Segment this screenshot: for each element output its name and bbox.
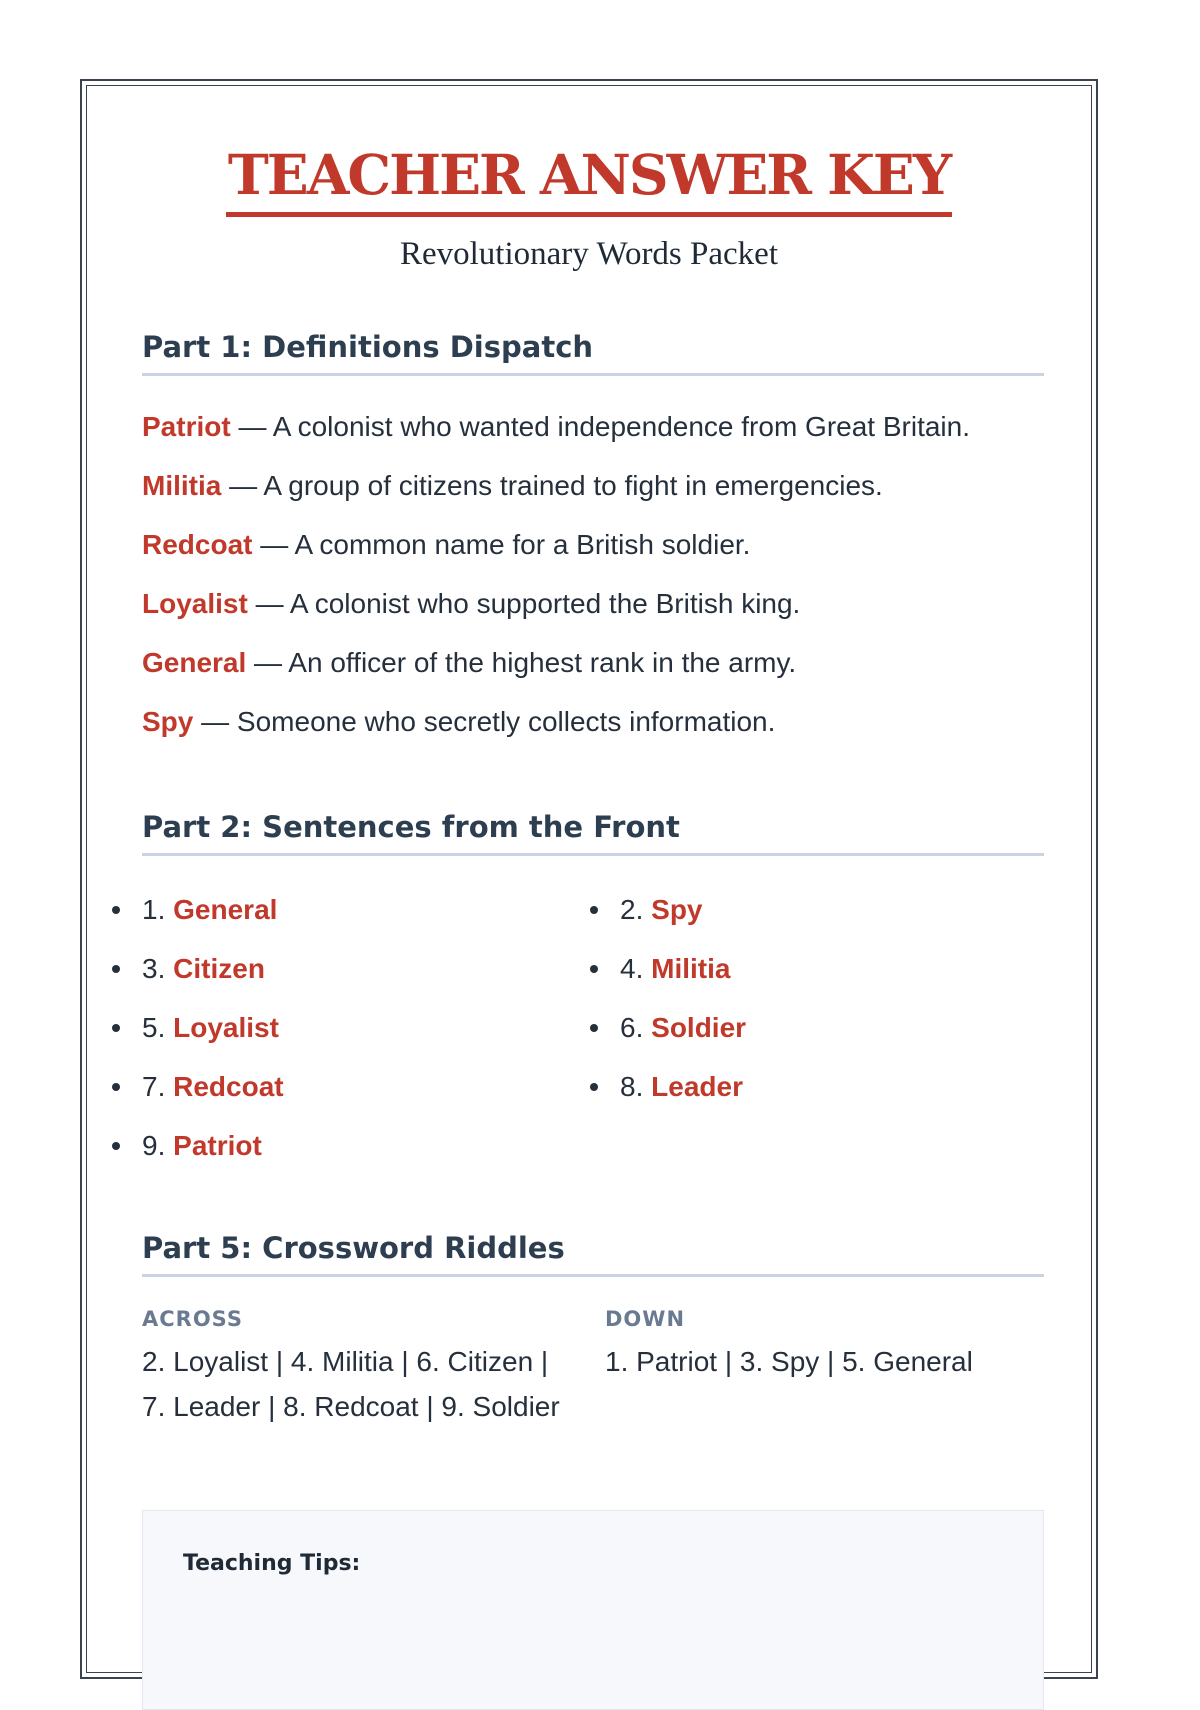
bullet-icon xyxy=(112,1083,120,1091)
definition-term: Loyalist xyxy=(142,588,248,619)
bullet-icon xyxy=(590,1083,598,1091)
list-item xyxy=(87,1010,284,1069)
down-label: DOWN xyxy=(605,1307,686,1331)
list-item xyxy=(565,1069,746,1128)
down-answers xyxy=(605,1339,973,1384)
answer-word: General xyxy=(173,894,278,925)
answer-word: Soldier xyxy=(651,1012,747,1043)
sheet-inner-border xyxy=(86,85,1092,1673)
answer-number: 2. xyxy=(620,894,652,925)
definition-item xyxy=(142,645,1044,704)
teaching-tips-title: Teaching Tips: xyxy=(183,1551,361,1576)
definition-text: — A group of citizens trained to fight in emergencies. xyxy=(221,470,883,501)
definition-text: — Someone who secretly collects information. xyxy=(193,706,776,737)
answers-column-left xyxy=(87,892,284,1187)
definition-item xyxy=(142,704,1044,763)
list-item xyxy=(565,1010,746,1069)
definition-term: Militia xyxy=(142,470,222,501)
answer-word: Loyalist xyxy=(173,1012,279,1043)
bullet-icon xyxy=(590,965,598,973)
definition-item xyxy=(142,409,1044,468)
answer-number: 3. xyxy=(142,953,174,984)
list-item xyxy=(565,892,746,951)
across-answers xyxy=(142,1339,560,1429)
part5-heading: Part 5: Crossword Riddles xyxy=(142,1230,1044,1277)
bullet-icon xyxy=(590,906,598,914)
definition-text: — A common name for a British soldier. xyxy=(252,529,751,560)
definition-term: General xyxy=(142,647,247,678)
answer-number: 6. xyxy=(620,1012,652,1043)
answer-number: 1. xyxy=(142,894,174,925)
definition-term: Patriot xyxy=(142,411,231,442)
across-line: 7. Leader | 8. Redcoat | 9. Soldier xyxy=(142,1391,560,1422)
definition-item xyxy=(142,586,1044,645)
teaching-tips-box xyxy=(142,1510,1044,1710)
definition-text: — An officer of the highest rank in the army. xyxy=(246,647,797,678)
answer-number: 4. xyxy=(620,953,652,984)
page-title: TEACHER ANSWER KEY xyxy=(226,140,952,217)
list-item xyxy=(565,951,746,1010)
answer-word: Leader xyxy=(651,1071,743,1102)
page-subtitle: Revolutionary Words Packet xyxy=(399,236,778,272)
definition-term: Spy xyxy=(142,706,194,737)
answer-number: 9. xyxy=(142,1130,174,1161)
list-item xyxy=(87,951,284,1010)
part1-heading: Part 1: Definitions Dispatch xyxy=(142,329,1044,376)
bullet-icon xyxy=(112,965,120,973)
across-label: ACROSS xyxy=(142,1307,243,1331)
title-wrapper xyxy=(87,140,1091,217)
answers-column-right xyxy=(565,892,746,1128)
part2-heading: Part 2: Sentences from the Front xyxy=(142,809,1044,856)
down-line: 1. Patriot | 3. Spy | 5. General xyxy=(605,1346,973,1377)
answer-word: Citizen xyxy=(173,953,265,984)
list-item xyxy=(87,1128,284,1187)
definition-text: — A colonist who supported the British king. xyxy=(247,588,801,619)
answer-number: 5. xyxy=(142,1012,174,1043)
list-item xyxy=(87,892,284,951)
answer-word: Redcoat xyxy=(173,1071,284,1102)
bullet-icon xyxy=(112,906,120,914)
answer-number: 7. xyxy=(142,1071,174,1102)
answer-number: 8. xyxy=(620,1071,652,1102)
answer-word: Militia xyxy=(651,953,731,984)
answer-key-sheet xyxy=(80,79,1098,1679)
definitions-list xyxy=(142,409,1044,763)
across-line: 2. Loyalist | 4. Militia | 6. Citizen | xyxy=(142,1346,549,1377)
definition-item xyxy=(142,527,1044,586)
answer-word: Spy xyxy=(651,894,703,925)
answer-word: Patriot xyxy=(173,1130,262,1161)
definition-item xyxy=(142,468,1044,527)
bullet-icon xyxy=(590,1024,598,1032)
definition-text: — A colonist who wanted independence from Great Britain. xyxy=(230,411,970,442)
bullet-icon xyxy=(112,1142,120,1150)
bullet-icon xyxy=(112,1024,120,1032)
list-item xyxy=(87,1069,284,1128)
definition-term: Redcoat xyxy=(142,529,253,560)
